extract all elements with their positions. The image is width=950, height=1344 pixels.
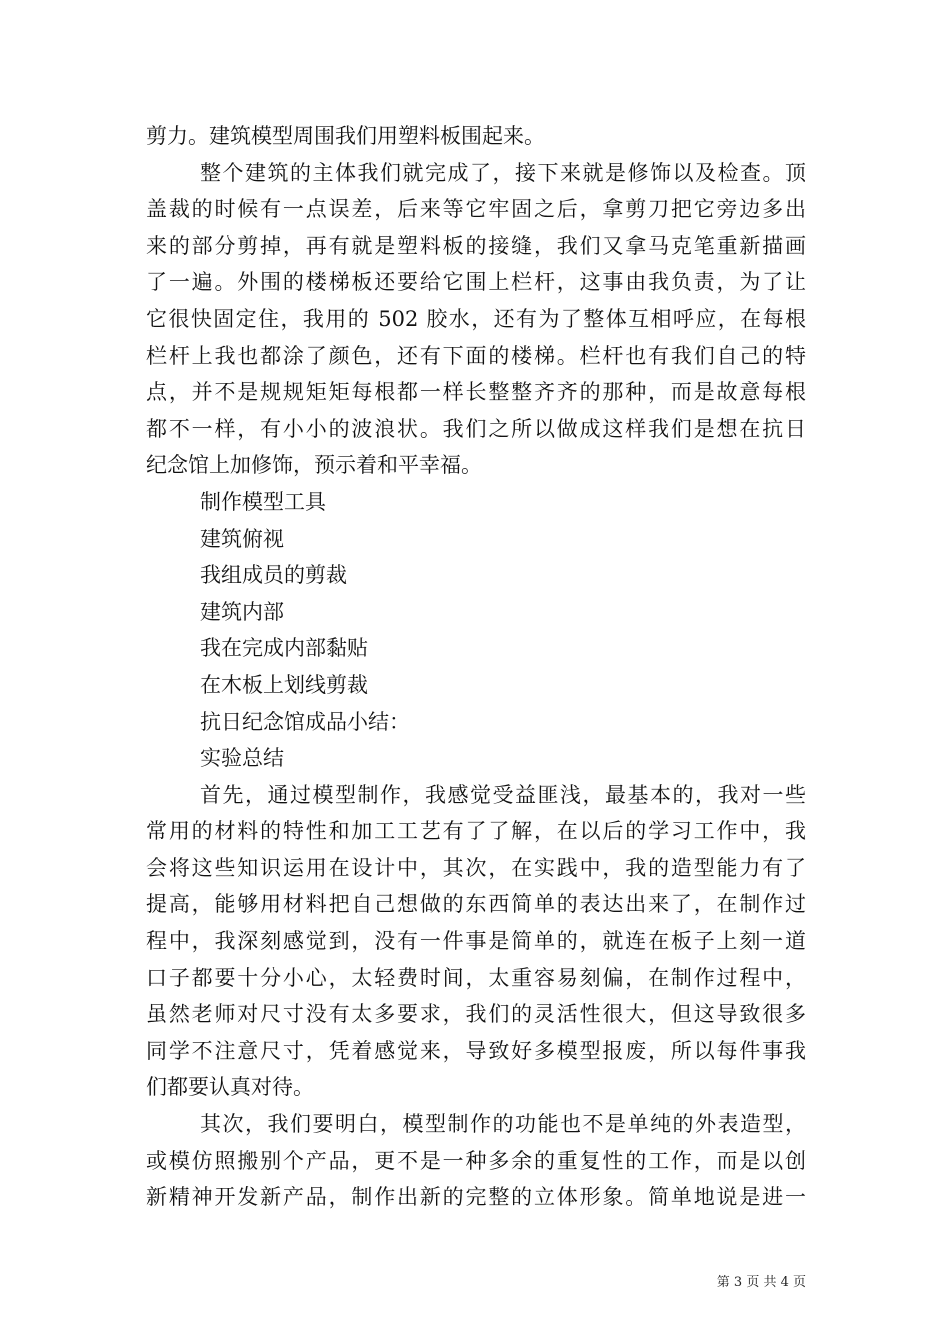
text-line: 同学不注意尺寸，凭着感觉来，导致好多模型报废，所以每件事我 [146,1038,806,1063]
body-text [146,118,806,1216]
text-line: 实验总结 [200,746,284,771]
text-line: 我组成员的剪裁 [200,563,347,588]
text-line: 在木板上划线剪裁 [200,672,368,697]
text-line: 或模仿照搬别个产品，更不是一种多余的重复性的工作，而是以创 [146,1148,806,1173]
text-line: 来的部分剪掉，再有就是塑料板的接缝，我们又拿马克笔重新描画 [146,233,806,258]
text-line: 口子都要十分小心，太轻费时间，太重容易刻偏，在制作过程中， [146,965,806,990]
text-line: 会将这些知识运用在设计中，其次，在实践中，我的造型能力有了 [146,855,806,880]
text-line: 纪念馆上加修饰，预示着和平幸福。 [146,453,482,478]
text-line: 提高，能够用材料把自己想做的东西简单的表达出来了，在制作过 [146,892,806,917]
text-line: 其次，我们要明白，模型制作的功能也不是单纯的外表造型， [200,1112,806,1137]
text-line: 都不一样，有小小的波浪状。我们之所以做成这样我们是想在抗日 [146,416,806,441]
text-line: 栏杆上我也都涂了颜色，还有下面的楼梯。栏杆也有我们自己的特 [146,343,806,368]
text-line: 它很快固定住，我用的 502 胶水，还有为了整体互相呼应，在每根 [146,306,806,331]
text-line: 抗日纪念馆成品小结： [200,709,410,734]
text-line: 们都要认真对待。 [146,1075,314,1100]
text-line: 新精神开发新产品，制作出新的完整的立体形象。简单地说是进一 [146,1185,806,1210]
text-line: 剪力。建筑模型周围我们用塑料板围起来。 [146,124,545,148]
text-line: 整个建筑的主体我们就完成了，接下来就是修饰以及检查。顶 [200,160,806,185]
text-line: 首先，通过模型制作，我感觉受益匪浅，最基本的，我对一些 [200,782,806,807]
text-line: 建筑俯视 [200,526,284,551]
text-line: 程中，我深刻感觉到，没有一件事是简单的，就连在板子上刻一道 [146,929,806,954]
text-line: 建筑内部 [200,599,284,624]
text-line: 点，并不是规规矩矩每根都一样长整整齐齐的那种，而是故意每根 [146,380,806,405]
text-line: 我在完成内部黏贴 [200,636,368,661]
text-line: 常用的材料的特性和加工工艺有了了解，在以后的学习工作中，我 [146,819,806,844]
text-line: 了一遍。外围的楼梯板还要给它围上栏杆，这事由我负责，为了让 [146,270,806,295]
text-line: 盖裁的时候有一点误差，后来等它牢固之后，拿剪刀把它旁边多出 [146,197,806,222]
text-line: 虽然老师对尺寸没有太多要求，我们的灵活性很大，但这导致很多 [146,1002,806,1027]
page-number: 第 3 页 共 4 页 [716,1275,806,1290]
text-line: 制作模型工具 [200,489,326,514]
